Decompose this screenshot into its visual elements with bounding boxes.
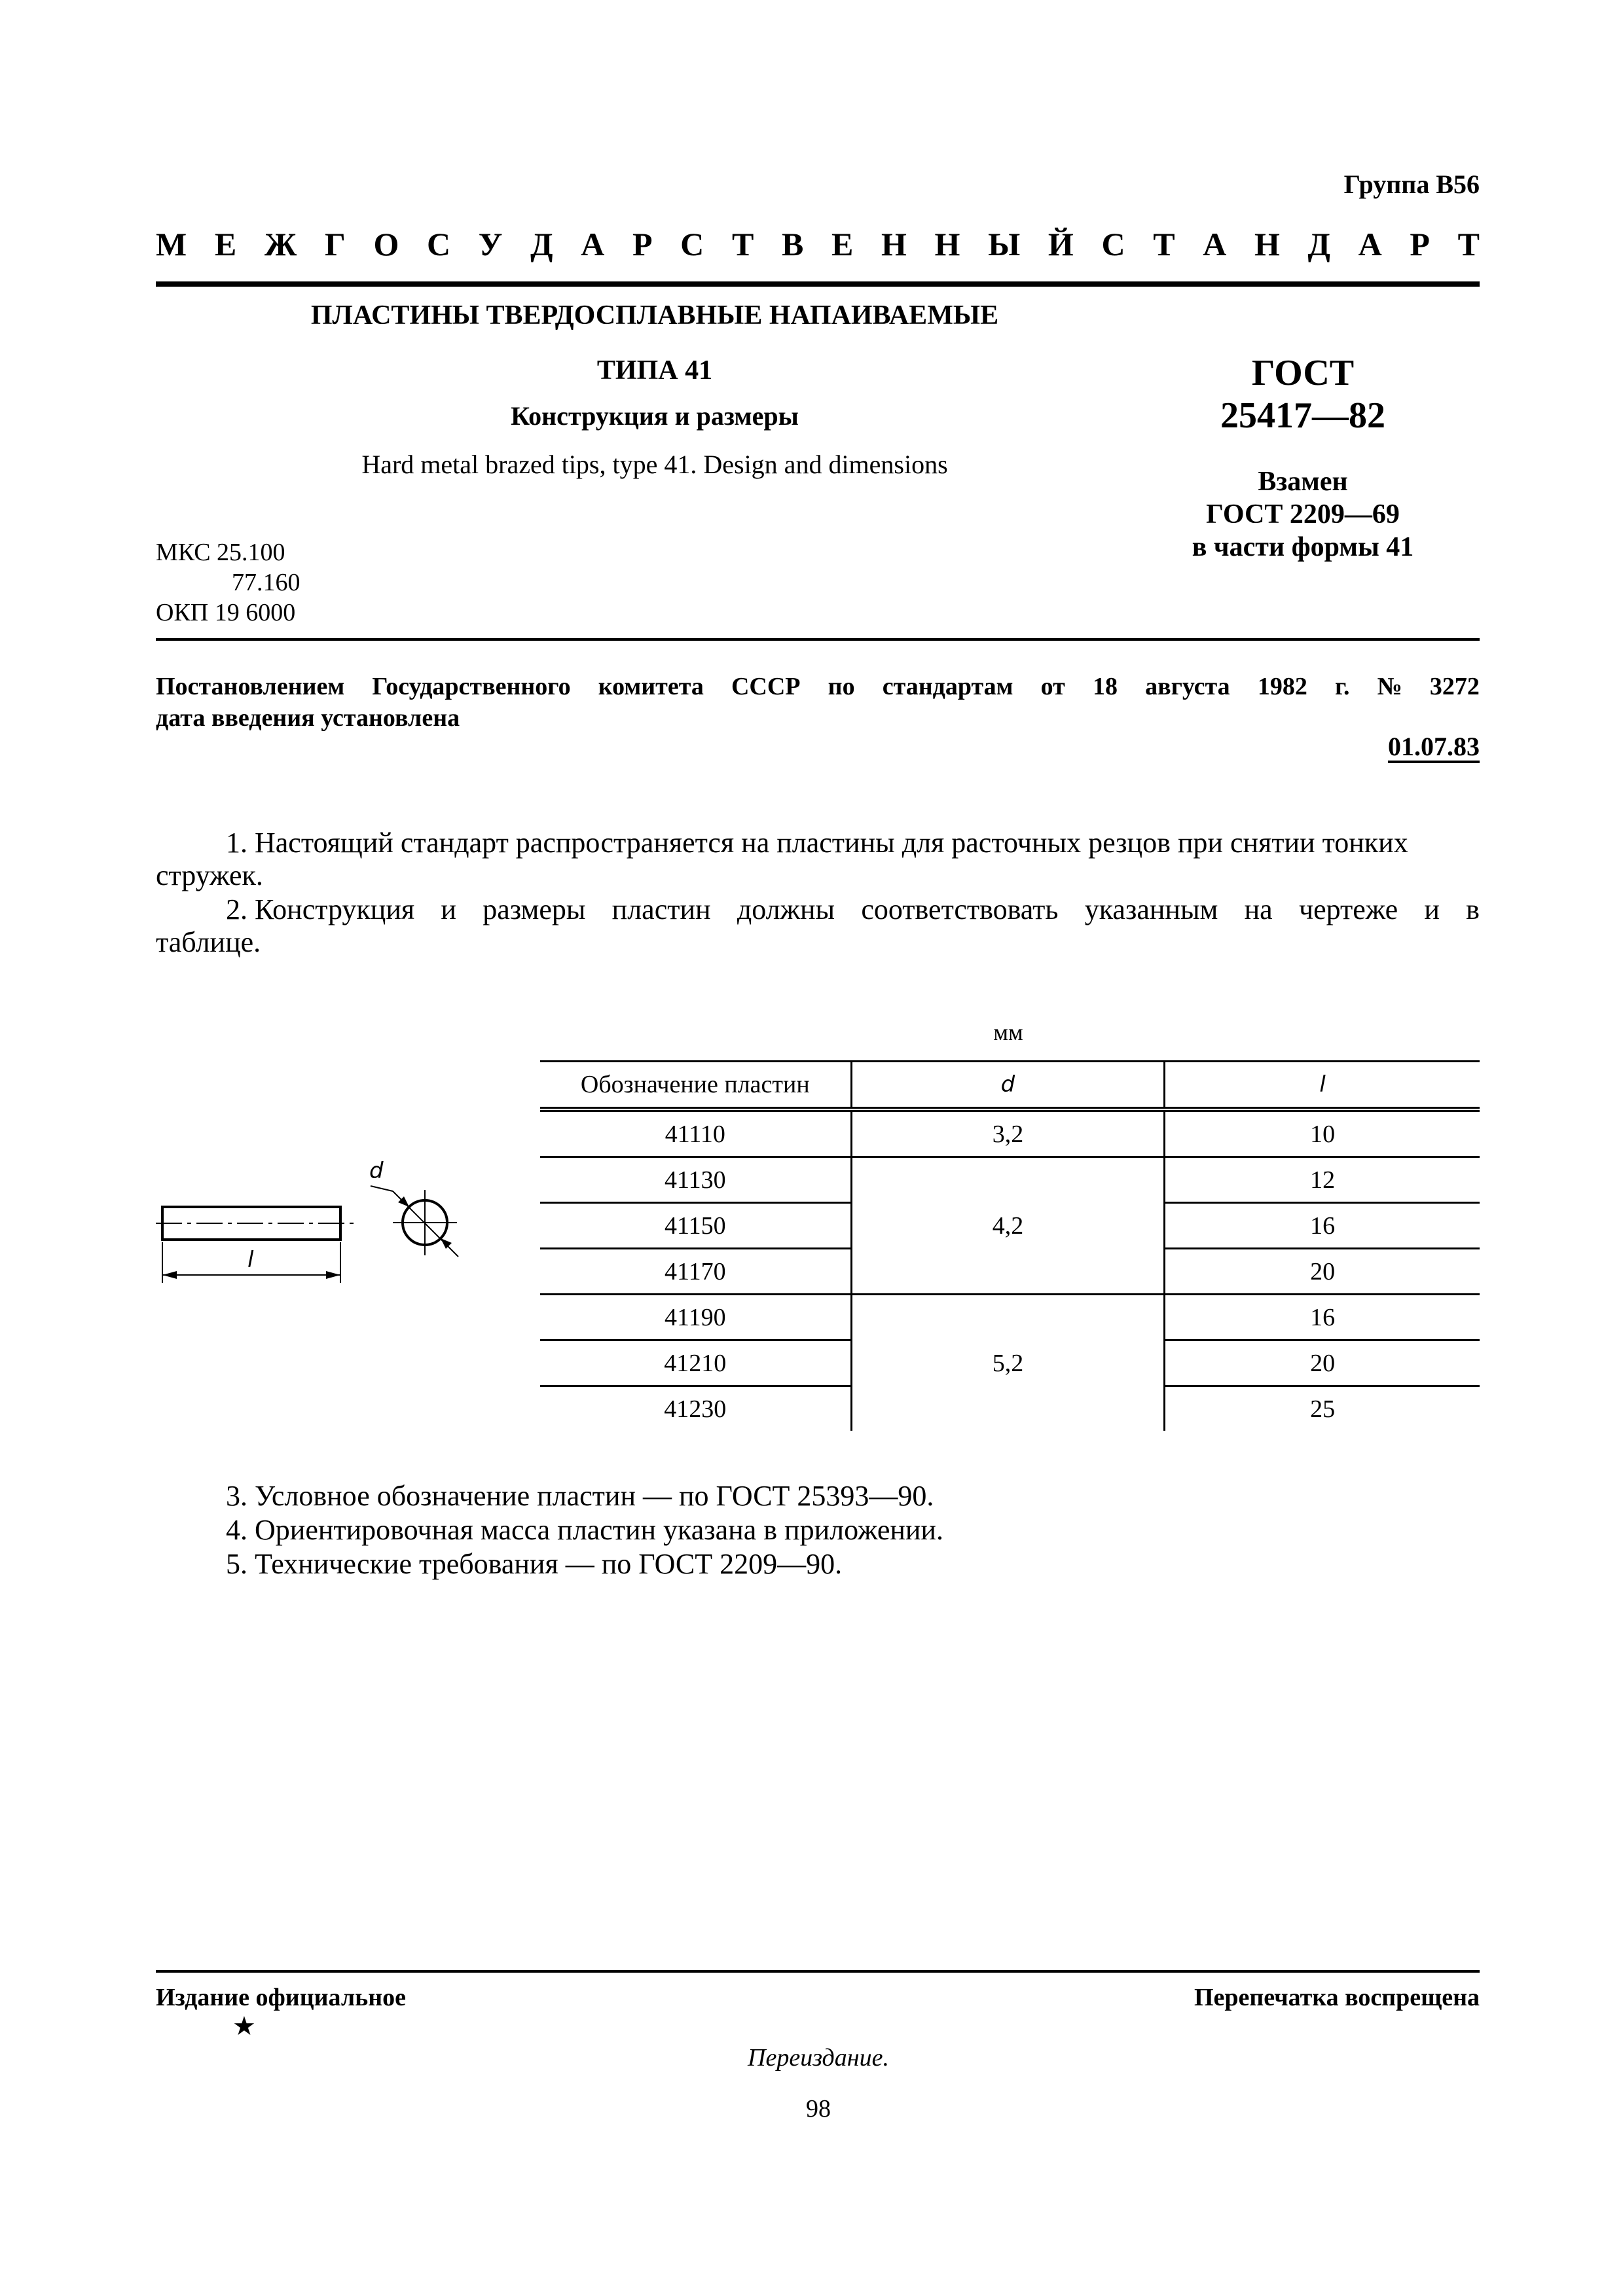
title-line-1: ПЛАСТИНЫ ТВЕРДОСПЛАВНЫЕ НАПАИВАЕМЫЕ [310, 300, 999, 331]
banner-letter: Е [214, 226, 237, 262]
banner-letter: Н [881, 226, 907, 262]
decree-word: г. [1334, 673, 1350, 700]
reissue-note: Переиздание. [748, 2044, 889, 2072]
banner-letter: Н [1254, 226, 1280, 262]
arrow-l-left [162, 1271, 177, 1279]
decree-line [156, 672, 1480, 701]
decree-word: августа [1145, 673, 1230, 700]
dimension-d-leader [371, 1186, 393, 1191]
group-label: Группа В56 [1343, 170, 1480, 199]
paragraph-word: в [1466, 893, 1480, 925]
paragraph-word: должны [737, 893, 835, 925]
table-row [540, 1295, 1480, 1340]
decree-word: Постановлением [156, 673, 345, 700]
banner-letter: Т [731, 226, 754, 262]
mks-code-2: 77.160 [232, 569, 301, 596]
banner-letter: У [478, 226, 503, 262]
banner-letter: Ж [264, 226, 297, 262]
dimensions-table [540, 1060, 1480, 1431]
page-number: 98 [806, 2095, 831, 2123]
paragraph-2 [226, 893, 1480, 926]
replaces-line-3: в части формы 41 [1192, 532, 1414, 562]
gost-number: 25417—82 [1220, 395, 1385, 436]
cell-d: 5,2 [851, 1295, 1165, 1431]
header-d: d [851, 1062, 1165, 1110]
arrow-d-out [441, 1238, 452, 1249]
cell-l: 25 [1310, 1395, 1336, 1423]
label-d: d [369, 1158, 384, 1184]
title-english: Hard metal brazed tips, type 41. Design and dimensions [361, 450, 948, 479]
cell-code: 41190 [540, 1295, 851, 1340]
paragraph-word: 2. Конструкция [226, 893, 415, 925]
paragraph-word: размеры [483, 893, 586, 925]
banner-letter: Д [530, 226, 553, 262]
decree-word: № [1377, 673, 1402, 700]
banner-letter: А [1203, 226, 1227, 262]
paragraph-word: пластин [611, 893, 711, 925]
decree-word: стандартам [882, 673, 1013, 700]
banner-letter: Т [1457, 226, 1480, 262]
table-header-row [540, 1062, 1480, 1110]
banner-letter: Н [934, 226, 960, 262]
official-edition: Издание официальное [156, 1984, 407, 2011]
replaces-line-2: ГОСТ 2209—69 [1206, 499, 1400, 529]
cell-l: 20 [1165, 1340, 1480, 1386]
decree-word: 18 [1092, 673, 1118, 700]
paragraph-2-cont: таблице. [156, 926, 261, 958]
tip-drawing [151, 1152, 491, 1296]
replaces-line-1: Взамен [1258, 467, 1348, 497]
mks-code-1: МКС 25.100 [156, 539, 285, 566]
cell-code: 41210 [540, 1340, 851, 1386]
banner-letter: Е [831, 226, 854, 262]
arrow-l-right [326, 1271, 340, 1279]
header-designation: Обозначение пластин [580, 1071, 810, 1098]
gost-label: ГОСТ [1251, 353, 1355, 393]
decree-word: по [828, 673, 855, 700]
banner-letter: Д [1307, 226, 1330, 262]
banner-letter: А [1358, 226, 1382, 262]
paragraph-1-cont: стружек. [156, 859, 263, 891]
star-icon: ★ [232, 2011, 256, 2041]
interstate-standard-banner [156, 225, 1480, 263]
cell-l: 20 [1165, 1249, 1480, 1295]
label-l: l [247, 1247, 254, 1273]
paragraph-4: 4. Ориентировочная масса пластин указана в приложении. [226, 1514, 943, 1546]
paragraph-word: указанным [1084, 893, 1218, 925]
table-unit: мм [993, 1019, 1023, 1045]
cell-l: 10 [1165, 1109, 1480, 1157]
decree-word: 1982 [1257, 673, 1307, 700]
banner-letter: С [427, 226, 451, 262]
cell-l: 12 [1165, 1157, 1480, 1203]
okp-code: ОКП 19 6000 [156, 599, 296, 626]
banner-letter: Ы [988, 226, 1021, 262]
cell-l: 16 [1165, 1203, 1480, 1249]
cell-l: 16 [1165, 1295, 1480, 1340]
decree-word: СССР [731, 673, 801, 700]
footer-rule [156, 1970, 1480, 1973]
decree-word: 3272 [1429, 673, 1480, 700]
title-subtitle: Конструкция и размеры [511, 401, 799, 431]
decree-word: от [1040, 673, 1065, 700]
banner-letter: С [680, 226, 704, 262]
decree-line-2: дата введения установлена [156, 704, 460, 732]
banner-letter: С [1101, 226, 1125, 262]
banner-letter: Й [1048, 226, 1074, 262]
paragraph-word: и [1424, 893, 1440, 925]
paragraph-5: 5. Технические требования — по ГОСТ 2209—90. [226, 1548, 843, 1580]
cell-d: 3,2 [851, 1109, 1165, 1157]
decree-word: Государственного [372, 673, 571, 700]
paragraph-1: 1. Настоящий стандарт распространяется на пластины для расточных резцов при снятии тонких [226, 827, 1408, 859]
cell-code: 41150 [540, 1203, 851, 1249]
paragraph-word: чертеже [1298, 893, 1398, 925]
paragraph-word: на [1244, 893, 1273, 925]
cell-code: 41170 [540, 1249, 851, 1295]
cell-code: 41130 [540, 1157, 851, 1203]
banner-letter: О [373, 226, 399, 262]
paragraph-3: 3. Условное обозначение пластин — по ГОСТ 25393—90. [226, 1480, 934, 1512]
cell-code: 41230 [664, 1395, 727, 1423]
header-rule [156, 281, 1480, 287]
banner-letter: Р [1410, 226, 1430, 262]
banner-letter: Р [632, 226, 653, 262]
table-row [540, 1157, 1480, 1203]
banner-letter: В [781, 226, 804, 262]
table-row [540, 1109, 1480, 1157]
banner-letter: А [581, 226, 605, 262]
banner-letter: М [156, 226, 187, 262]
title-line-2: ТИПА 41 [596, 355, 713, 386]
header-l: l [1319, 1071, 1326, 1098]
reprint-prohibited: Перепечатка воспрещена [1194, 1984, 1480, 2011]
codes-rule [156, 638, 1480, 641]
cell-code: 41110 [540, 1109, 851, 1157]
cell-d: 4,2 [851, 1157, 1165, 1295]
introduction-date: 01.07.83 [1388, 732, 1480, 761]
paragraph-word: и [441, 893, 456, 925]
decree-word: комитета [598, 673, 704, 700]
banner-letter: Т [1153, 226, 1175, 262]
paragraph-word: соответствовать [861, 893, 1059, 925]
banner-letter: Г [324, 226, 346, 262]
